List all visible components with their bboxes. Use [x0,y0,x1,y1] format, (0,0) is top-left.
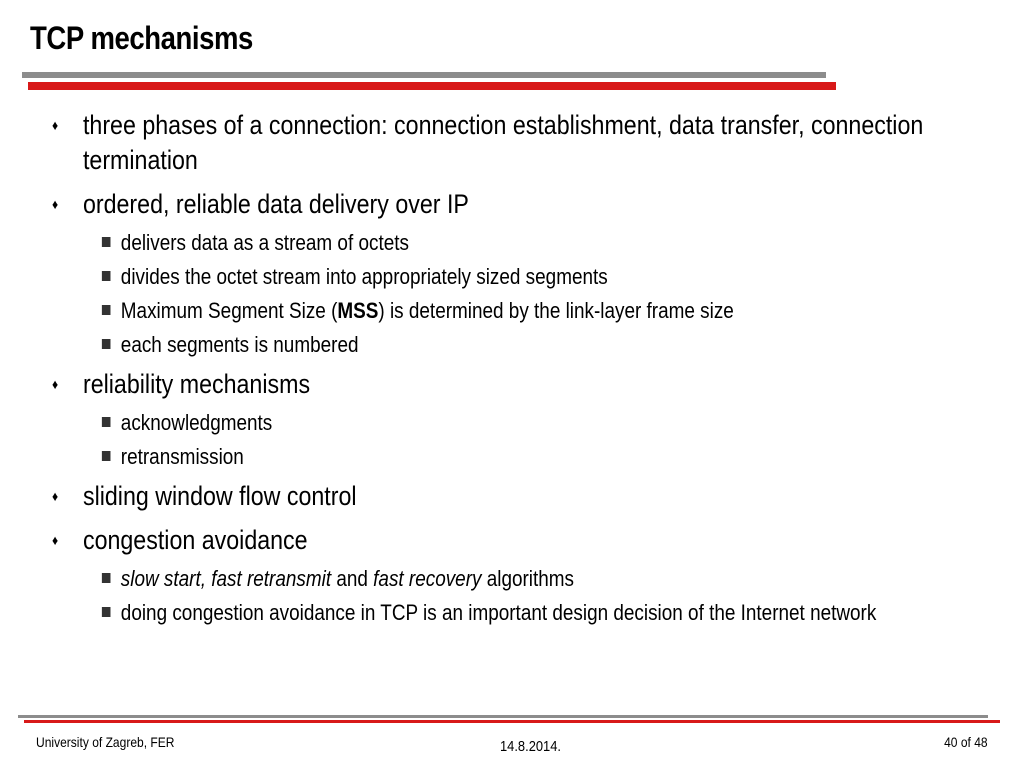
sub-bullet-text: acknowledgments [120,410,273,435]
mss-abbreviation: MSS [337,298,379,323]
sub-bullet-text: divides the octet stream into appropriately sized segments [120,264,608,289]
bullet-text: three phases of a connection: connection establishment, data transfer, connection termination [82,110,924,175]
sub-bullet-item [52,598,1015,628]
square-icon [102,451,111,461]
sub-bullet-item [52,408,1015,438]
diamond-icon: ♦ [52,196,59,212]
bullet-list [52,108,992,635]
footer-line-gray [18,715,988,718]
square-icon [102,417,111,427]
sub-bullet-item [52,228,1015,258]
bullet-item [52,479,977,514]
bullet-item [52,367,977,402]
sub-bullet-text: doing congestion avoidance in TCP is an important design decision of the Internet network [120,600,877,625]
footer-line-red [24,720,1000,723]
algorithm-name-italic: fast recovery [373,566,482,591]
sub-bullet-text-pre: Maximum Segment Size ( [120,298,338,323]
sub-bullet-item [52,296,1015,326]
bullet-text: congestion avoidance [82,525,308,555]
square-icon [102,607,111,617]
algorithm-names-italic: slow start, fast retransmit [120,566,332,591]
page-indicator: 40 of 48 [944,734,988,750]
footer-date: 14.8.2014. [500,738,561,755]
square-icon [102,237,111,247]
sub-bullet-text: retransmission [120,444,244,469]
bullet-text: sliding window flow control [82,481,357,511]
square-icon [102,573,111,583]
bullet-item [52,187,977,222]
sub-bullet-text-mid: and [331,566,374,591]
sub-bullet-text: delivers data as a stream of octets [120,230,409,255]
bullet-text: ordered, reliable data delivery over IP [82,189,469,219]
diamond-icon: ♦ [52,376,59,392]
sub-bullet-item [52,262,1015,292]
diamond-icon: ♦ [52,488,59,504]
footer-institution: University of Zagreb, FER [36,734,175,750]
sub-bullet-text-post: algorithms [481,566,575,591]
diamond-icon: ♦ [52,532,59,548]
square-icon [102,305,111,315]
bullet-item [52,108,977,178]
square-icon [102,339,111,349]
diamond-icon: ♦ [52,117,59,133]
sub-bullet-text: each segments is numbered [120,332,359,357]
bullet-text: reliability mechanisms [82,369,311,399]
bullet-item [52,523,977,558]
sub-bullet-text-post: ) is determined by the link-layer frame size [378,298,734,323]
title-underline-red [28,82,836,90]
square-icon [102,271,111,281]
title-underline-gray [22,72,826,78]
sub-bullet-item [52,564,1015,594]
sub-bullet-item [52,442,1015,472]
sub-bullet-item [52,330,1015,360]
slide-title: TCP mechanisms [30,20,253,56]
